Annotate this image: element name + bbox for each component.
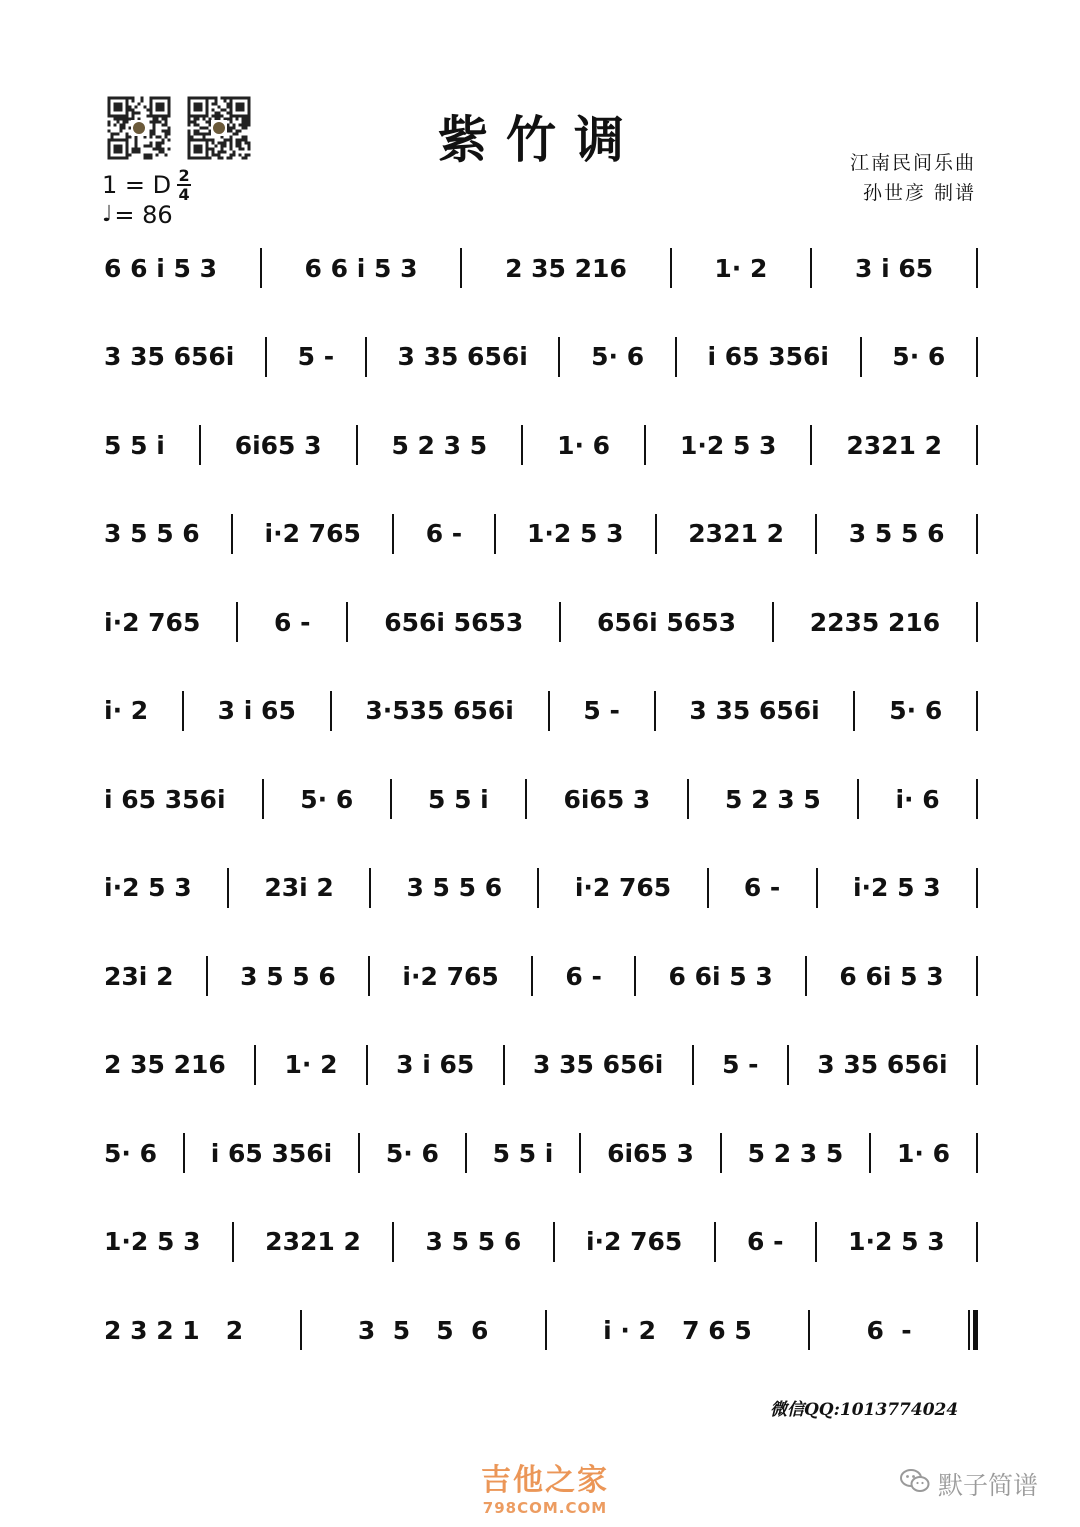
barline (655, 514, 657, 554)
measure: 5 5 i (492, 1138, 554, 1168)
barline (358, 1133, 360, 1173)
barline (808, 1310, 810, 1350)
measure: 3 5 5 6 (848, 519, 945, 549)
barline (231, 514, 233, 554)
measure: 1· 2 (284, 1050, 338, 1080)
score-line (104, 1286, 978, 1375)
barline (976, 1222, 978, 1262)
barline (206, 956, 208, 996)
barline (236, 602, 238, 642)
watermark-account (900, 1466, 1038, 1502)
contact-info: 微信QQ:1013774024 (770, 1400, 959, 1420)
barline (365, 337, 367, 377)
measure: i·2 765 (585, 1227, 683, 1257)
score-line (104, 1109, 978, 1198)
barline (521, 425, 523, 465)
barline (392, 1222, 394, 1262)
barline (976, 337, 978, 377)
measure: 2 35 216 (104, 1050, 226, 1080)
measure: 6 - (866, 1315, 912, 1345)
barline (976, 425, 978, 465)
measure: i·2 765 (264, 519, 361, 549)
barline (857, 779, 859, 819)
barline (634, 956, 636, 996)
barline (976, 956, 978, 996)
barline (670, 248, 672, 288)
score-line (104, 224, 978, 313)
barline (525, 779, 527, 819)
barline (787, 1045, 789, 1085)
barline (976, 1045, 978, 1085)
measure: 3 5 5 6 (104, 519, 200, 549)
measure: i·2 765 (574, 873, 672, 903)
watermark-main: 吉他之家 (481, 1463, 609, 1498)
measure: 5 - (297, 342, 335, 372)
measure: 5· 6 (591, 342, 645, 372)
barline (976, 514, 978, 554)
account-name: 默子简谱 (938, 1471, 1039, 1500)
measure: i·2 765 (104, 607, 201, 637)
measure: 3 35 656i (104, 342, 235, 372)
score-line (104, 932, 978, 1021)
measure: i · 2 7 6 5 (603, 1315, 752, 1345)
measure: 3 35 656i (397, 342, 528, 372)
song-credits (850, 148, 976, 208)
quarter-note-icon: ♩ (102, 202, 113, 227)
measure: 2321 2 (846, 430, 943, 460)
measure: 1·2 5 3 (848, 1227, 945, 1257)
measure: i·2 765 (402, 961, 499, 991)
measure: 3 i 65 (217, 696, 296, 726)
tempo-value: = 86 (114, 201, 173, 229)
measure: i· 2 (104, 696, 149, 726)
measure: i·2 5 3 (852, 873, 941, 903)
barline (346, 602, 348, 642)
measure: 6 - (565, 961, 602, 991)
song-title: 紫竹调 (438, 110, 642, 169)
barline (714, 1222, 716, 1262)
barline (460, 248, 462, 288)
measure: 3 i 65 (854, 253, 934, 283)
measure: 6 6i 5 3 (839, 961, 944, 991)
measure: 1·2 5 3 (679, 430, 777, 460)
barline (853, 691, 855, 731)
measure: 2321 2 (265, 1227, 361, 1257)
barline (976, 868, 978, 908)
barline (644, 425, 646, 465)
measure: 23i 2 (104, 961, 174, 991)
score-line (104, 1021, 978, 1110)
barline (816, 868, 818, 908)
time-signature-bottom: 4 (178, 185, 190, 204)
key-and-tempo (102, 168, 191, 228)
barline (368, 956, 370, 996)
barline (976, 602, 978, 642)
watermark-sub: 798COM.COM (482, 1499, 608, 1517)
barline (976, 248, 978, 288)
measure: 6i65 3 (234, 430, 322, 460)
measure: 3·535 656i (365, 696, 514, 726)
barline (262, 779, 264, 819)
score-line (104, 490, 978, 579)
measure: 6 6 i 5 3 (104, 253, 217, 283)
measure: 6 6i 5 3 (668, 961, 773, 991)
measure: 3 35 656i (817, 1050, 948, 1080)
final-barline (968, 1310, 978, 1350)
measure: 1· 6 (897, 1138, 950, 1168)
barline (772, 602, 774, 642)
barline (465, 1133, 467, 1173)
barline (579, 1133, 581, 1173)
measure: 5· 6 (889, 696, 943, 726)
wechat-icon (900, 1468, 930, 1500)
score-line (104, 755, 978, 844)
barline (182, 691, 184, 731)
measure: 3 i 65 (396, 1050, 475, 1080)
measure: 3 35 656i (689, 696, 820, 726)
barline (675, 337, 677, 377)
measure: 656i 5653 (384, 607, 524, 637)
barline (531, 956, 533, 996)
measure: 3 5 5 6 (406, 873, 503, 903)
measure: 5 5 i (427, 784, 489, 814)
measure: i· 6 (895, 784, 940, 814)
song-arranger: 孙世彦 制谱 (862, 182, 976, 204)
barline (199, 425, 201, 465)
measure: 1· 6 (557, 430, 611, 460)
measure: 5· 6 (300, 784, 354, 814)
barline (654, 691, 656, 731)
barline (860, 337, 862, 377)
barline (720, 1133, 722, 1173)
measure: 3 5 5 6 (425, 1227, 522, 1257)
measure: 5 2 3 5 (747, 1138, 844, 1168)
time-signature-top: 2 (178, 166, 190, 185)
barline (260, 248, 262, 288)
measure: 3 35 656i (533, 1050, 664, 1080)
measure: 1·2 5 3 (104, 1227, 201, 1257)
time-signature (177, 168, 191, 202)
barline (558, 337, 560, 377)
barline (227, 868, 229, 908)
song-origin: 江南民间乐曲 (849, 152, 976, 174)
measure: 6 - (274, 607, 311, 637)
measure: 5 2 3 5 (725, 784, 821, 814)
barline (810, 425, 812, 465)
barline (356, 425, 358, 465)
barline (545, 1310, 547, 1350)
key-signature: 1 = D (102, 171, 172, 199)
barline (692, 1045, 694, 1085)
measure: 5· 6 (892, 342, 946, 372)
barline (976, 1133, 978, 1173)
barline (503, 1045, 505, 1085)
measure: 1·2 5 3 (526, 519, 624, 549)
measure: i·2 5 3 (104, 873, 192, 903)
measure: 6 6 i 5 3 (304, 253, 418, 283)
barline (369, 868, 371, 908)
measure: 2 35 216 (505, 253, 627, 283)
barline (494, 514, 496, 554)
barline (810, 248, 812, 288)
barline (254, 1045, 256, 1085)
measure: 656i 5653 (596, 607, 736, 637)
measure: 2 3 2 1 2 (104, 1315, 244, 1345)
measure: i 65 356i (104, 784, 226, 814)
barline (815, 514, 817, 554)
measure: 3 5 5 6 (240, 961, 336, 991)
measure: i 65 356i (707, 342, 829, 372)
barline (392, 514, 394, 554)
barline (976, 779, 978, 819)
measure: 5 2 3 5 (391, 430, 488, 460)
barline (687, 779, 689, 819)
measure: 5· 6 (385, 1138, 439, 1168)
barline (548, 691, 550, 731)
measure: 1· 2 (714, 253, 768, 283)
measure: 6 - (743, 873, 781, 903)
barline (330, 691, 332, 731)
measure: 6 - (746, 1227, 784, 1257)
score-line (104, 313, 978, 402)
barline (300, 1310, 302, 1350)
barline (707, 868, 709, 908)
barline (537, 868, 539, 908)
barline (553, 1222, 555, 1262)
measure: 2235 216 (809, 607, 941, 637)
score-line (104, 844, 978, 933)
barline (265, 337, 267, 377)
barline (232, 1222, 234, 1262)
barline (805, 956, 807, 996)
score-line (104, 667, 978, 756)
barline (559, 602, 561, 642)
barline (366, 1045, 368, 1085)
measure: 6i65 3 (607, 1138, 694, 1168)
barline (815, 1222, 817, 1262)
measure: 5 - (722, 1050, 759, 1080)
measure: 3 5 5 6 (357, 1315, 489, 1345)
measure: 5 - (583, 696, 620, 726)
score-line (104, 1198, 978, 1287)
measure: 5· 6 (104, 1138, 157, 1168)
measure: 23i 2 (264, 873, 334, 903)
score-line (104, 578, 978, 667)
score-line (104, 401, 978, 490)
barline (390, 779, 392, 819)
watermark-site (440, 1455, 650, 1517)
measure: 5 5 i (104, 430, 165, 460)
measure: i 65 356i (210, 1138, 333, 1168)
measure: 6i65 3 (563, 784, 651, 814)
measure: 6 - (425, 519, 463, 549)
barline (976, 691, 978, 731)
barline (183, 1133, 185, 1173)
score (104, 224, 978, 1375)
measure: 2321 2 (688, 519, 784, 549)
barline (869, 1133, 871, 1173)
